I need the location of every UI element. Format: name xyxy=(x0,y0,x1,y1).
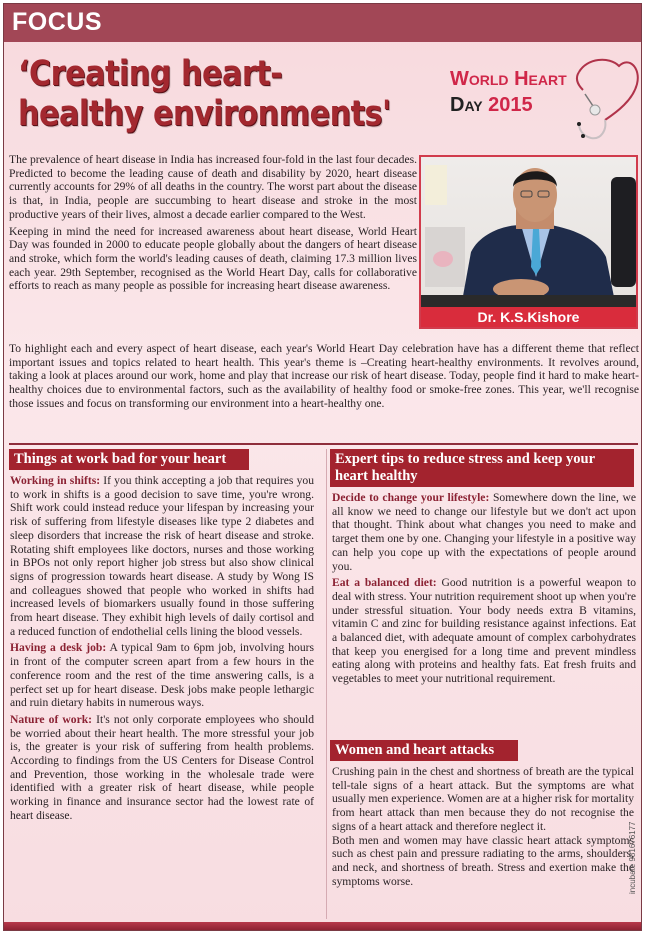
article-page xyxy=(3,3,642,931)
section-heading-tips: Expert tips to reduce stress and keep your heart healthy xyxy=(330,449,634,487)
tip-item-text: Somewhere down the line, we all know we need to change our lifestyle but we don't act upon that thought. Think about what changes you need to make and target them one by one. Changing your lifestyle in a positive way can help you cope up with the expectations of people around you. xyxy=(332,491,637,573)
section-heading-women: Women and heart attacks xyxy=(330,740,518,761)
women-paragraph-2: Both men and women may have classic heart attack symptoms such as chest pain and pressure radiating to the arms, shoulders, and neck, and shortness of breath. Stress and exertion make the symptoms worse. xyxy=(332,833,634,888)
tip-item xyxy=(332,491,636,573)
section-label: FOCUS xyxy=(12,8,102,36)
work-section-body xyxy=(10,474,314,826)
tip-item-lead: Decide to change your lifestyle: xyxy=(332,491,490,504)
bottom-border-bar xyxy=(4,922,641,930)
work-item-text: A typical 9am to 6pm job, involving hours in front of the computer screen apart from a few hours in the conference room and the rest of the time answering calls, is a perfect set up for heart disease. Desk jobs make people lethargic and ruin dietary habits in numerous ways. xyxy=(10,641,314,710)
logo-day: Day xyxy=(450,94,483,116)
doctor-photo xyxy=(419,155,638,329)
work-item xyxy=(10,713,314,823)
doctor-portrait-image xyxy=(421,157,636,307)
women-paragraph-1: Crushing pain in the chest and shortness of breath are the typical tell-tale signs of a heart attack. But the symptoms are what usually men experience. Women are at a higher risk for mortality from heart attack than men because they do not recognise the signs of a heart attack and therefore neglect it. xyxy=(332,765,634,833)
section-divider xyxy=(9,443,638,445)
logo-year: 2015 xyxy=(488,94,533,116)
headline-line-1: ‘Creating heart- xyxy=(18,54,283,94)
theme-paragraph: To highlight each and every aspect of heart disease, each year's World Heart Day celebration have has a different theme that reflect important issues and topics related to heart health. This year's theme is –Creating heart-healthy environments. It revolves around, taking a look at places around our work, home and play that increase our risk of heart disease. Today, people find it hard to make heart-healthy choices due to environmental factors, such as the availability of healthy food or smoke-free zones. This year, we'll recognise those issues and focus on transforming our environment into a heart-healthy one. xyxy=(9,342,639,410)
work-item-lead: Nature of work: xyxy=(10,712,93,726)
heart-stethoscope-icon xyxy=(557,54,642,144)
work-item-lead: Having a desk job: xyxy=(10,641,107,655)
work-item-text: If you think accepting a job that requires you to work in shifts is a good decision to save time, you're wrong. Shift work could instead reduce your lifespan by increasing your risk of suffering from lifestyle diseases like type 2 diabetes and sleep disorders that increase the risk of heart disease and stroke. Rotating shift employees like doctors, nurses and those working in BPOs not only report higher job stress but also show clinical signs of progression towards heart disease. A study by Wong IS and colleagues showed that people who worked in shifts had increased levels of biomarkers usually found in those suffering from heart disease. They exhibit high levels of daily cortisol and a reduced function of endothelial cells lining the blood vessels. xyxy=(10,474,314,638)
tips-section-body xyxy=(332,491,636,689)
section-heading-work: Things at work bad for your heart xyxy=(9,449,249,470)
work-item xyxy=(10,641,314,710)
tip-item-text: Good nutrition is a powerful weapon to deal with stress. Your nutrition requirement shoot up when you're under stressful situation. Your body needs extra B vitamins, vitamin C and zinc for building resistance against infections. Eat a balanced diet, with adequate amount of complex carbohydrates that keep you energised for a long time and prevent mindless eating along with proteins and healthy fats. Eat fresh fruits and vegetables to meet your nutritional requirement. xyxy=(332,576,636,686)
photo-caption: Dr. K.S.Kishore xyxy=(421,307,636,327)
logo-subtitle xyxy=(450,94,533,117)
section-banner xyxy=(4,4,641,42)
headline-line-2: healthy environments' xyxy=(18,94,391,134)
work-item-text: It's not only corporate employees who should be worried about their heart health. The more stressful your job is, the greater is your risk of suffering from health problems. According to findings from the US Centers for Disease Control and Prevention, those working in the wholesale trade were identified with a greater risk of heart disease, while people working in finance and insurance sector had the lowest rate of heart disease. xyxy=(10,712,315,822)
intro-text xyxy=(9,153,417,296)
tip-item-lead: Eat a balanced diet: xyxy=(332,576,437,590)
world-heart-day-logo xyxy=(447,54,642,144)
article-headline xyxy=(18,54,391,134)
logo-title: World Heart xyxy=(450,68,567,90)
intro-paragraph-2: Keeping in mind the need for increased awareness about heart disease, World Heart Day was founded in 2000 to educate people globally about the dangers of heart disease and stroke, which form the world's leading causes of death, claiming 17.3 million lives each year. 29th September, recognised as the World Heart Day, calls for collaborative efforts to reach as many people as possible for increasing heart disease awareness. xyxy=(9,224,417,293)
photo-credit: incubate 981676177 xyxy=(628,821,637,894)
column-divider xyxy=(326,449,327,919)
women-section-body xyxy=(332,765,634,888)
work-item-lead: Working in shifts: xyxy=(10,474,101,487)
intro-paragraph-1: The prevalence of heart disease in India has increased four-fold in the last four decades. Predicted to become the leading cause of death and disability by 2020, heart disease currently accounts for 29% of all deaths in the country. The worst part about the disease is that, in India, people are succumbing to heart disease and stroke in the most productive years of their lives, almost a decade earlier compared to the West. xyxy=(9,153,417,221)
tip-item xyxy=(332,576,636,686)
work-item xyxy=(10,474,314,638)
